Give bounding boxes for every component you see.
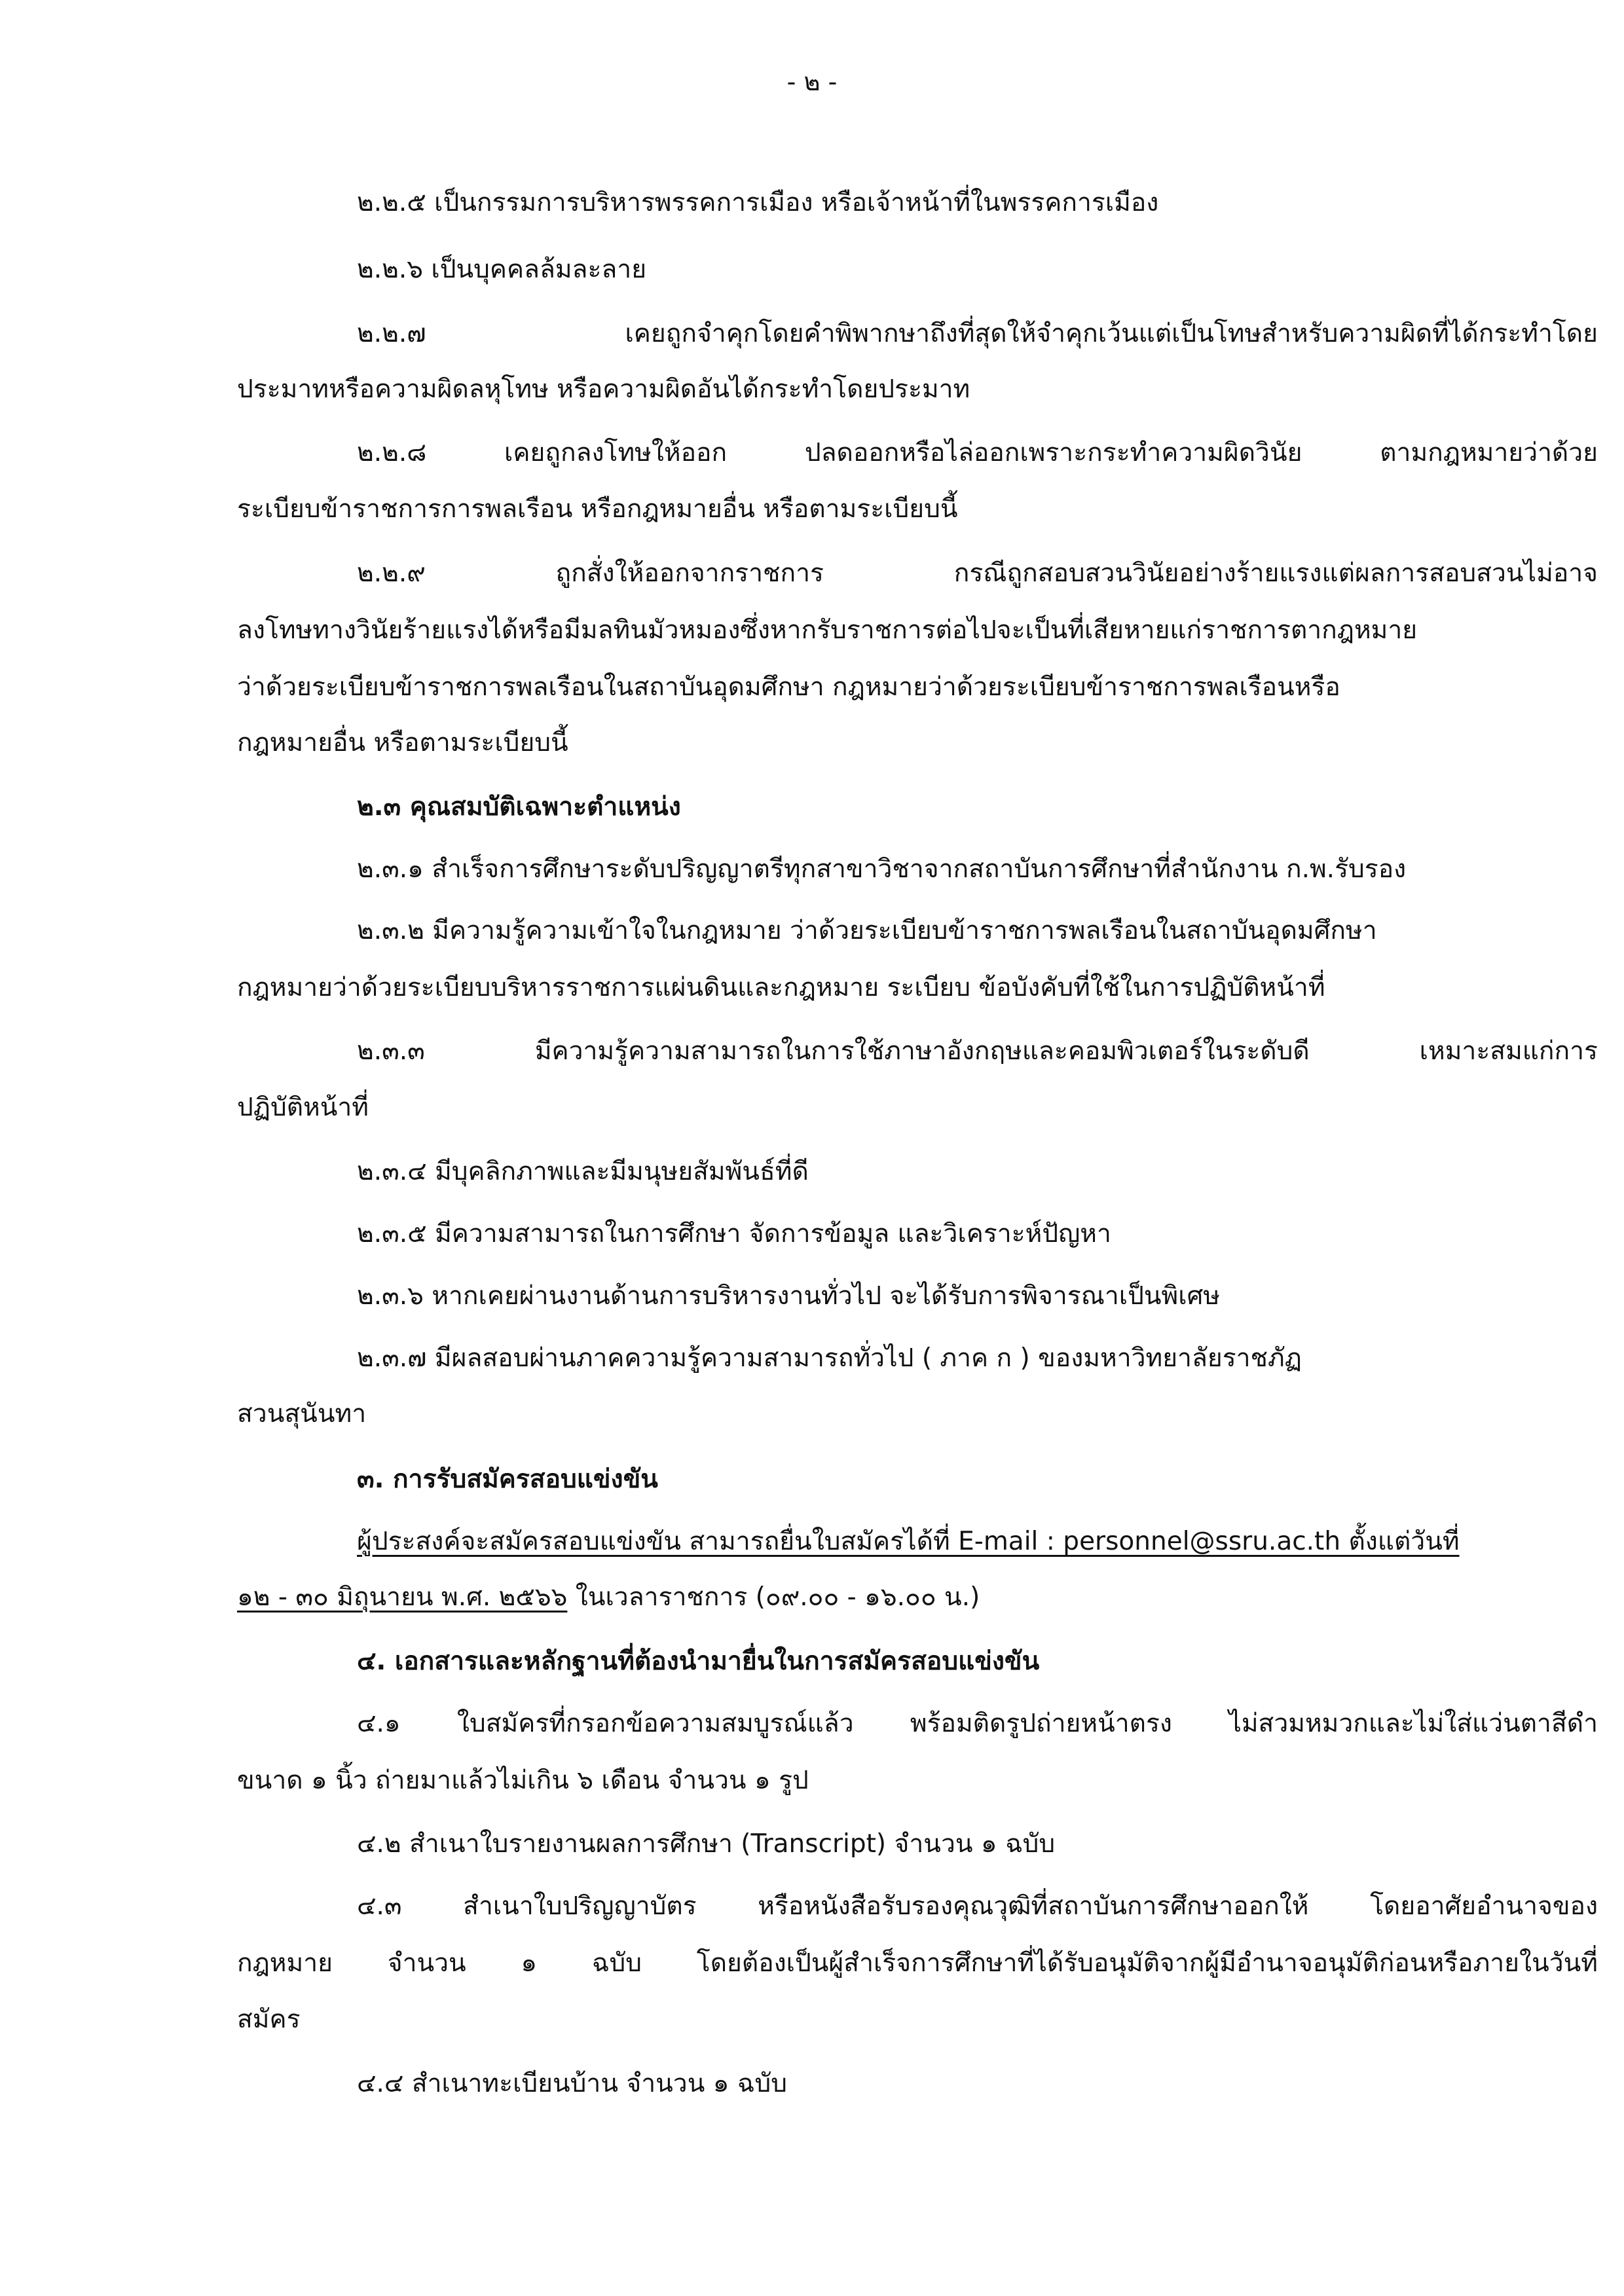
item-2-2-6: ๒.๒.๖ เป็นบุคคลล้มละลาย bbox=[357, 255, 647, 284]
item-2-3-2-line-2: กฎหมายว่าด้วยระเบียบบริหารราชการแผ่นดินและกฎหมาย ระเบียบ ข้อบังคับที่ใช้ในการปฏิบัติหน้าที่ bbox=[237, 973, 1325, 1002]
item-2-3-3-line-2: ปฏิบัติหน้าที่ bbox=[237, 1093, 369, 1122]
item-2-3-4: ๒.๓.๔ มีบุคลิกภาพและมีมนุษยสัมพันธ์ที่ดี bbox=[357, 1157, 809, 1186]
item-2-3-2-line-1: ๒.๓.๒ มีความรู้ความเข้าใจในกฎหมาย ว่าด้วยระเบียบข้าราชการพลเรือนในสถาบันอุดมศึกษา bbox=[357, 916, 1377, 945]
item-4-3-line-1: ๔.๓ สำเนาใบปริญญาบัตร หรือหนังสือรับรองคุณวุฒิที่สถาบันการศึกษาออกให้ โดยอาศัยอำนาจของ bbox=[357, 1891, 1598, 1921]
item-2-2-8-line-2: ระเบียบข้าราชการการพลเรือน หรือกฎหมายอื่น หรือตามระเบียบนี้ bbox=[237, 494, 958, 524]
item-2-3-7-line-1: ๒.๓.๗ มีผลสอบผ่านภาคความรู้ความสามารถทั่วไป ( ภาค ก ) ของมหาวิทยาลัยราชภัฏ bbox=[357, 1343, 1302, 1373]
item-2-2-8-line-1: ๒.๒.๘ เคยถูกลงโทษให้ออก ปลดออกหรือไล่ออกเพราะกระทำความผิดวินัย ตามกฎหมายว่าด้วย bbox=[357, 438, 1598, 467]
item-2-3-6: ๒.๓.๖ หากเคยผ่านงานด้านการบริหารงานทั่วไป จะได้รับการพิจารณาเป็นพิเศษ bbox=[357, 1281, 1221, 1311]
item-2-3-5: ๒.๓.๕ มีความสามารถในการศึกษา จัดการข้อมูล และวิเคราะห์ปัญหา bbox=[357, 1219, 1111, 1248]
item-2-2-9-line-4: กฎหมายอื่น หรือตามระเบียบนี้ bbox=[237, 728, 568, 757]
heading-4: ๔. เอกสารและหลักฐานที่ต้องนำมายื่นในการสมัครสอบแข่งขัน bbox=[357, 1647, 1040, 1676]
item-4-1-line-2: ขนาด ๑ นิ้ว ถ่ายมาแล้วไม่เกิน ๖ เดือน จำนวน ๑ รูป bbox=[237, 1766, 809, 1795]
item-2-3-1: ๒.๓.๑ สำเร็จการศึกษาระดับปริญญาตรีทุกสาขาวิชาจากสถาบันการศึกษาที่สำนักงาน ก.พ.รับรอง bbox=[357, 854, 1407, 884]
heading-3: ๓. การรับสมัครสอบแข่งขัน bbox=[357, 1465, 658, 1494]
item-2-2-5: ๒.๒.๕ เป็นกรรมการบริหารพรรคการเมือง หรือเจ้าหน้าที่ในพรรคการเมือง bbox=[357, 188, 1159, 217]
item-2-3-3-line-1: ๒.๓.๓ มีความรู้ความสามารถในการใช้ภาษาอังกฤษและคอมพิวเตอร์ในระดับดี เหมาะสมแก่การ bbox=[357, 1036, 1598, 1066]
item-4-3-line-3: สมัคร bbox=[237, 2005, 301, 2034]
item-4-3-line-2: กฎหมาย จำนวน ๑ ฉบับ โดยต้องเป็นผู้สำเร็จการศึกษาที่ได้รับอนุมัติจากผู้มีอำนาจอนุมัติก่อนหรือภายในวันที่ bbox=[237, 1948, 1598, 1978]
application-period: ๑๒ - ๓๐ มิถุนายน พ.ศ. ๒๕๖๖ bbox=[237, 1582, 568, 1612]
item-4-4: ๔.๔ สำเนาทะเบียนบ้าน จำนวน ๑ ฉบับ bbox=[357, 2069, 787, 2098]
item-2-2-7-line-2: ประมาทหรือความผิดลหุโทษ หรือความผิดอันได้กระทำโดยประมาท bbox=[237, 374, 970, 404]
application-info-line-1: ผู้ประสงค์จะสมัครสอบแข่งขัน สามารถยื่นใบสมัครได้ที่ E-mail : personnel@ssru.ac.th ตั้งแต่วันที่ bbox=[357, 1527, 1460, 1556]
item-2-2-9-line-2: ลงโทษทางวินัยร้ายแรงได้หรือมีมลทินมัวหมองซึ่งหากรับราชการต่อไปจะเป็นที่เสียหายแก่ราชการตากฎหมาย bbox=[237, 615, 1418, 645]
item-2-2-7-line-1: ๒.๒.๗ เคยถูกจำคุกโดยคำพิพากษาถึงที่สุดให้จำคุกเว้นแต่เป็นโทษสำหรับความผิดที่ได้กระทำโดย bbox=[357, 319, 1598, 348]
application-info-line-2 bbox=[237, 1578, 980, 1617]
item-2-3-7-line-2: สวนสุนันทา bbox=[237, 1399, 367, 1429]
item-4-1-line-1: ๔.๑ ใบสมัครที่กรอกข้อความสมบูรณ์แล้ว พร้อมติดรูปถ่ายหน้าตรง ไม่สวมหมวกและไม่ใส่แว่นตาสีดำ bbox=[357, 1709, 1598, 1738]
heading-2-3: ๒.๓ คุณสมบัติเฉพาะตำแหน่ง bbox=[357, 792, 681, 822]
item-2-2-9-line-3: ว่าด้วยระเบียบข้าราชการพลเรือนในสถาบันอุดมศึกษา กฎหมายว่าด้วยระเบียบข้าราชการพลเรือนหรือ bbox=[237, 672, 1340, 702]
item-2-2-9-line-1: ๒.๒.๙ ถูกสั่งให้ออกจากราชการ กรณีถูกสอบสวนวินัยอย่างร้ายแรงแต่ผลการสอบสวนไม่อาจ bbox=[357, 558, 1598, 588]
office-hours: ในเวลาราชการ (๐๙.๐๐ - ๑๖.๐๐ น.) bbox=[567, 1582, 980, 1612]
item-4-2: ๔.๒ สำเนาใบรายงานผลการศึกษา (Transcript) จำนวน ๑ ฉบับ bbox=[357, 1829, 1056, 1859]
page-number: - ๒ - bbox=[786, 67, 838, 96]
